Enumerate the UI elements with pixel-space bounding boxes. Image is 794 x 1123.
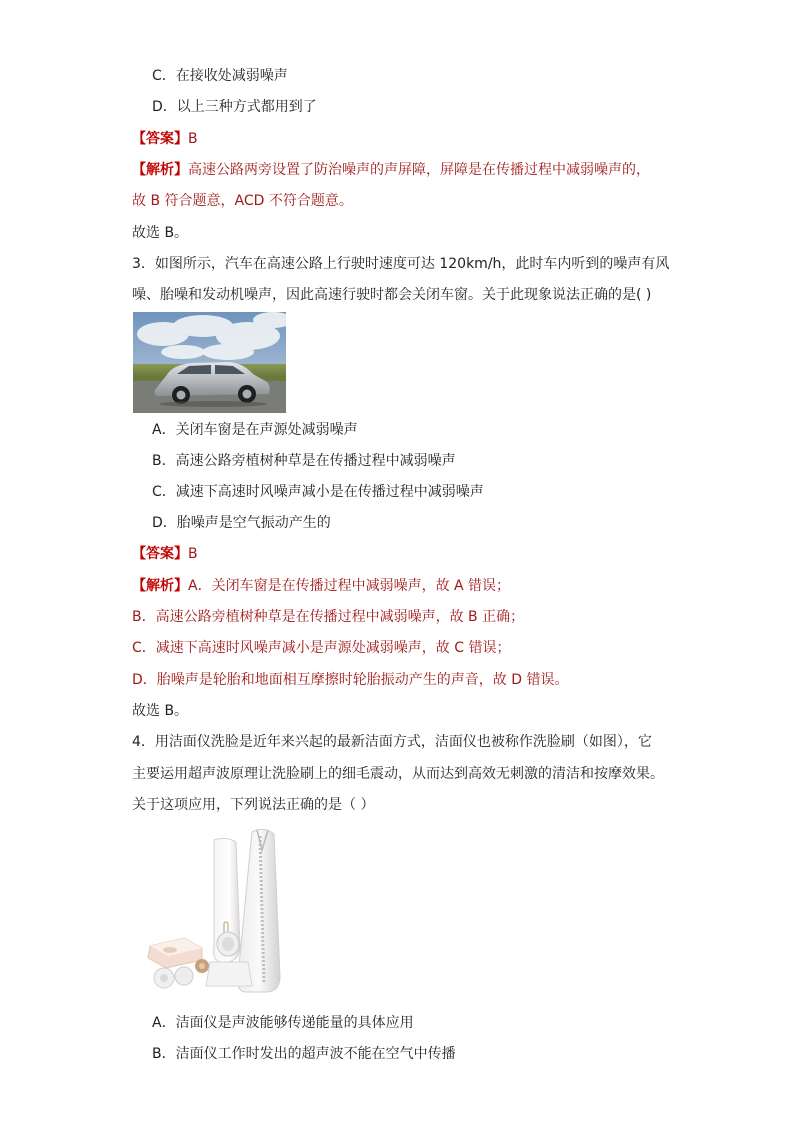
answer-value: B	[188, 546, 198, 562]
q3-analysis-line-2: B．高速公路旁植树种草是在传播过程中减弱噪声，故 B 正确；	[132, 609, 525, 625]
q3-option-b: B．高速公路旁植树种草是在传播过程中减弱噪声	[152, 453, 456, 469]
analysis-tag: 【解析】	[132, 162, 188, 178]
car-on-highway-photo	[133, 312, 286, 413]
analysis-text: 高速公路两旁设置了防治噪声的声屏障，屏障是在传播过程中减弱噪声的，	[188, 162, 650, 178]
q3-conclusion: 故选 B。	[132, 703, 189, 719]
q4-option-a: A．洁面仪是声波能够传递能量的具体应用	[152, 1015, 414, 1031]
answer-tag: 【答案】	[132, 546, 188, 562]
q3-option-c: C．减速下高速时风噪声减小是在传播过程中减弱噪声	[152, 484, 484, 500]
q3-stem-line-1: 3．如图所示，汽车在高速公路上行驶时速度可达 120km/h，此时车内听到的噪声有风	[132, 256, 670, 272]
q2-conclusion: 故选 B。	[132, 225, 189, 241]
q2-analysis-line-2: 故 B 符合题意，ACD 不符合题意。	[132, 193, 353, 209]
q4-stem-line-3: 关于这项应用，下列说法正确的是（ ）	[132, 797, 375, 813]
q3-stem-line-2: 噪、胎噪和发动机噪声，因此高速行驶时都会关闭车窗。关于此现象说法正确的是( )	[132, 287, 652, 303]
answer-tag: 【答案】	[132, 131, 188, 147]
q4-option-b: B．洁面仪工作时发出的超声波不能在空气中传播	[152, 1046, 456, 1062]
q3-answer	[132, 544, 198, 564]
analysis-text: A．关闭车窗是在传播过程中减弱噪声，故 A 错误；	[188, 578, 511, 594]
q2-option-c: C．在接收处减弱噪声	[152, 68, 288, 84]
analysis-tag: 【解析】	[132, 578, 188, 594]
q4-stem-line-1: 4．用洁面仪洗脸是近年来兴起的最新洁面方式，洁面仪也被称作洗脸刷（如图），它	[132, 734, 652, 750]
q3-analysis-line-3: C．减速下高速时风噪声减小是声源处减弱噪声，故 C 错误；	[132, 640, 511, 656]
q3-analysis-line-1	[132, 576, 510, 596]
q2-answer	[132, 129, 198, 149]
q3-option-a: A．关闭车窗是在声源处减弱噪声	[152, 422, 358, 438]
q2-analysis-line-1	[132, 160, 650, 180]
q3-option-d: D．胎噪声是空气振动产生的	[152, 515, 331, 531]
q2-option-d: D．以上三种方式都用到了	[152, 99, 317, 115]
q3-analysis-line-4: D．胎噪声是轮胎和地面相互摩擦时轮胎振动产生的声音，故 D 错误。	[132, 672, 569, 688]
q4-stem-line-2: 主要运用超声波原理让洗脸刷上的细毛震动，从而达到高效无刺激的清洁和按摩效果。	[132, 766, 664, 782]
answer-value: B	[188, 131, 198, 147]
facial-cleanser-device-photo	[140, 826, 288, 996]
